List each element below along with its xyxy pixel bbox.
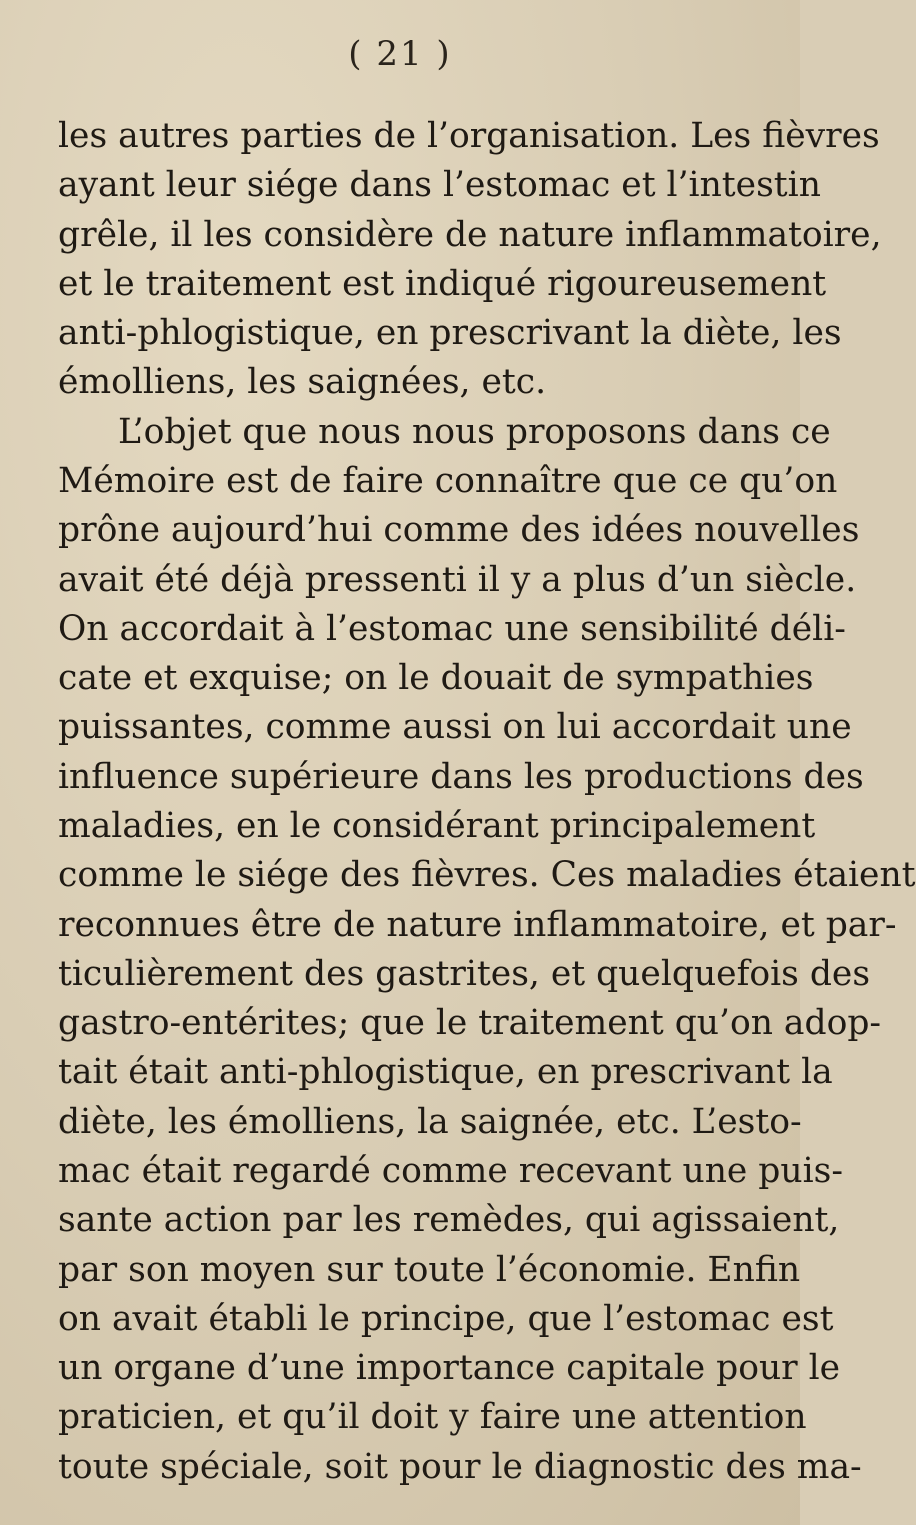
- text-line: anti-phlogistique, en prescrivant la diète, les: [58, 313, 842, 354]
- text-line: les autres parties de l’organisation. Les fièvres: [58, 116, 880, 156]
- text-line: et le traitement est indiqué rigoureusement: [58, 263, 827, 304]
- text-line: influence supérieure dans les productions des: [58, 756, 864, 797]
- text-line: tait était anti-phlogistique, en prescrivant la: [58, 1052, 833, 1093]
- text-line: reconnues être de nature inflammatoire, et par-: [58, 904, 897, 945]
- text-line: gastro-entérites; que le traitement qu’on adop-: [58, 1003, 882, 1044]
- text-line: on avait établi le principe, que l’estomac est: [58, 1298, 834, 1339]
- text-line: émolliens, les saignées, etc.: [58, 362, 547, 403]
- page-number: ( 21 ): [348, 34, 452, 74]
- text-line: diète, les émolliens, la saignée, etc. L’esto-: [58, 1101, 802, 1142]
- text-line: ticulièrement des gastrites, et quelquefois des: [58, 953, 871, 994]
- text-line: On accordait à l’estomac une sensibilité déli-: [58, 608, 846, 649]
- text-line: mac était regardé comme recevant une puis-: [58, 1151, 843, 1191]
- text-line: L’objet que nous nous proposons dans ce: [118, 411, 831, 452]
- text-line: ayant leur siége dans l’estomac et l’intestin: [58, 165, 821, 206]
- text-line: puissantes, comme aussi on lui accordait une: [58, 707, 852, 748]
- text-line: praticien, et qu’il doit y faire une attention: [58, 1397, 807, 1438]
- text-line: grêle, il les considère de nature inflammatoire,: [58, 214, 882, 255]
- text-line: toute spéciale, soit pour le diagnostic des ma-: [58, 1446, 862, 1487]
- text-line: maladies, en le considérant principalement: [58, 806, 816, 846]
- text-line: cate et exquise; on le douait de sympathies: [58, 658, 814, 699]
- text-line: par son moyen sur toute l’économie. Enfin: [58, 1249, 801, 1290]
- text-line: sante action par les remèdes, qui agissaient,: [58, 1200, 840, 1241]
- text-line: un organe d’une importance capitale pour le: [58, 1348, 841, 1389]
- text-line: avait été déjà pressenti il y a plus d’un siècle.: [58, 559, 857, 600]
- text-line: comme le siége des fièvres. Ces maladies étaient: [58, 855, 916, 896]
- text-line: prône aujourd’hui comme des idées nouvelles: [58, 510, 860, 551]
- text-line: Mémoire est de faire connaître que ce qu’on: [58, 461, 838, 501]
